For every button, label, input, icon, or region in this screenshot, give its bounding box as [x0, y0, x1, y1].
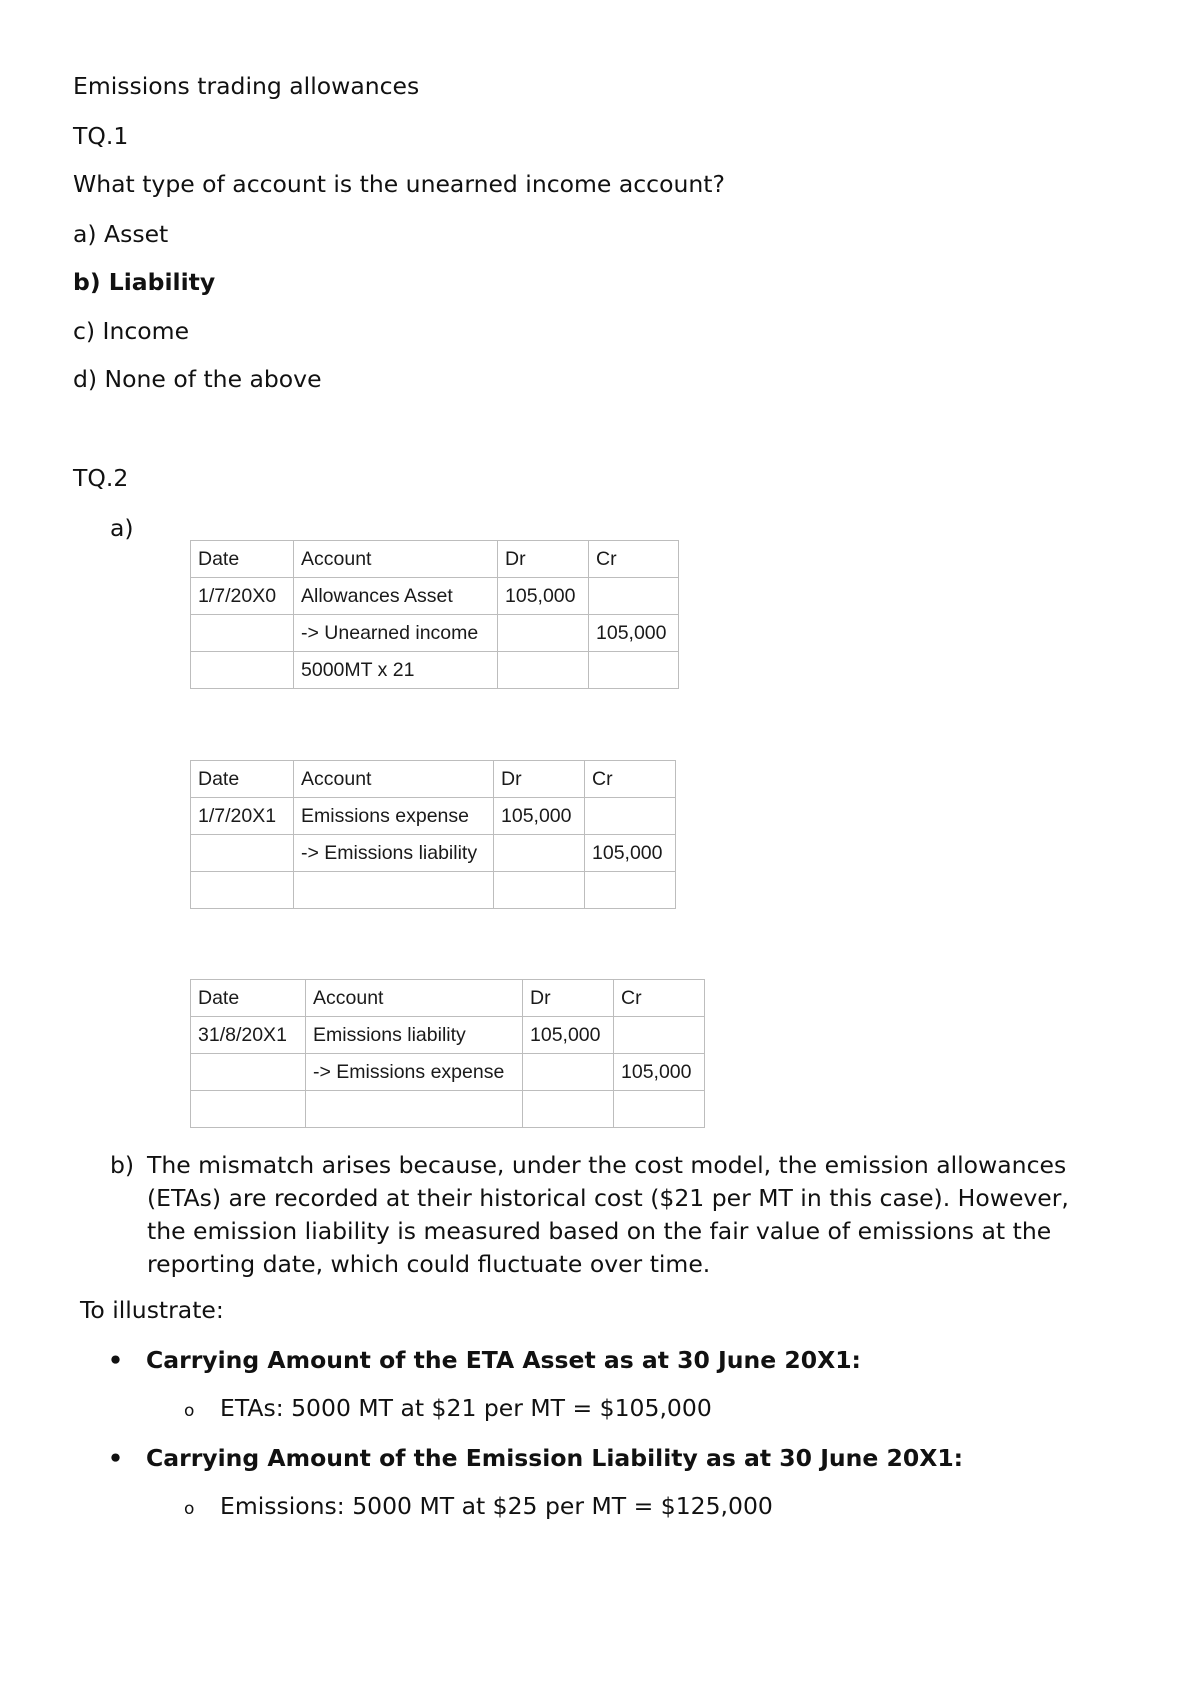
cell-dr — [523, 1054, 614, 1091]
cell-cr — [589, 652, 679, 689]
table-row — [191, 1091, 705, 1128]
cell-account: -> Unearned income — [294, 615, 498, 652]
tq2-label: TQ.2 — [73, 464, 129, 492]
cell-cr: 105,000 — [589, 615, 679, 652]
cell-date: 1/7/20X1 — [191, 798, 294, 835]
cell-cr: 105,000 — [614, 1054, 705, 1091]
cell-cr — [585, 798, 676, 835]
header-account: Account — [294, 761, 494, 798]
table-header-row — [191, 541, 679, 578]
sub-bullet-item — [184, 1393, 712, 1423]
cell-account: Emissions expense — [294, 798, 494, 835]
page-title: Emissions trading allowances — [73, 72, 420, 100]
header-date: Date — [191, 541, 294, 578]
cell-account: -> Emissions expense — [306, 1054, 523, 1091]
bullet-icon: • — [108, 1346, 124, 1374]
bullet-item — [108, 1345, 861, 1375]
journal-entry-table-3 — [190, 979, 705, 1128]
cell-account — [294, 872, 494, 909]
cell-date — [191, 872, 294, 909]
cell-date: 1/7/20X0 — [191, 578, 294, 615]
cell-account: Allowances Asset — [294, 578, 498, 615]
tq1-label: TQ.1 — [73, 122, 129, 150]
table-header-row — [191, 761, 676, 798]
header-date: Date — [191, 980, 306, 1017]
part-b-text: The mismatch arises because, under the cost model, the emission allowances (ETAs) are recorded at their historical cost ($21 per MT in this case). However, the emission liability is measured based on the fair value of emissions at the reporting date, which could fluctuate over time. — [147, 1151, 1069, 1278]
header-cr: Cr — [589, 541, 679, 578]
tq1-option-a: a) Asset — [73, 220, 169, 248]
cell-date — [191, 1091, 306, 1128]
cell-date — [191, 1054, 306, 1091]
tq1-question: What type of account is the unearned income account? — [73, 170, 725, 198]
sub-bullet-item — [184, 1491, 773, 1521]
header-dr: Dr — [494, 761, 585, 798]
cell-account: -> Emissions liability — [294, 835, 494, 872]
journal-entry-table-1 — [190, 540, 679, 689]
table-row — [191, 578, 679, 615]
cell-dr: 105,000 — [498, 578, 589, 615]
tq1-option-c: c) Income — [73, 317, 190, 345]
header-dr: Dr — [498, 541, 589, 578]
table-row — [191, 1017, 705, 1054]
bullet-heading: Carrying Amount of the ETA Asset as at 30 June 20X1: — [146, 1346, 861, 1374]
cell-date — [191, 652, 294, 689]
table-row — [191, 798, 676, 835]
tq1-option-b: b) Liability — [73, 268, 216, 296]
cell-account: 5000MT x 21 — [294, 652, 498, 689]
cell-dr — [494, 835, 585, 872]
sub-bullet-text: Emissions: 5000 MT at $25 per MT = $125,000 — [220, 1492, 773, 1520]
cell-dr: 105,000 — [523, 1017, 614, 1054]
bullet-icon: • — [108, 1444, 124, 1472]
part-b-marker: b) — [110, 1151, 135, 1179]
tq2-part-b — [110, 1149, 1110, 1281]
tq1-option-d: d) None of the above — [73, 365, 322, 393]
illustrate-label: To illustrate: — [80, 1296, 224, 1324]
table-row — [191, 615, 679, 652]
table-row — [191, 652, 679, 689]
cell-dr — [498, 615, 589, 652]
table-header-row — [191, 980, 705, 1017]
cell-cr: 105,000 — [585, 835, 676, 872]
sub-bullet-icon: o — [184, 1499, 195, 1519]
cell-cr — [614, 1017, 705, 1054]
table-row — [191, 835, 676, 872]
cell-cr — [589, 578, 679, 615]
tq2-part-a: a) — [110, 514, 134, 542]
header-account: Account — [294, 541, 498, 578]
sub-bullet-icon: o — [184, 1401, 195, 1421]
cell-cr — [585, 872, 676, 909]
header-cr: Cr — [614, 980, 705, 1017]
sub-bullet-text: ETAs: 5000 MT at $21 per MT = $105,000 — [220, 1394, 712, 1422]
cell-dr: 105,000 — [494, 798, 585, 835]
header-cr: Cr — [585, 761, 676, 798]
header-dr: Dr — [523, 980, 614, 1017]
table-row — [191, 872, 676, 909]
cell-cr — [614, 1091, 705, 1128]
header-date: Date — [191, 761, 294, 798]
header-account: Account — [306, 980, 523, 1017]
cell-account — [306, 1091, 523, 1128]
cell-date — [191, 835, 294, 872]
bullet-item — [108, 1443, 963, 1473]
cell-dr — [523, 1091, 614, 1128]
cell-account: Emissions liability — [306, 1017, 523, 1054]
cell-dr — [498, 652, 589, 689]
bullet-heading: Carrying Amount of the Emission Liability as at 30 June 20X1: — [146, 1444, 964, 1472]
cell-date — [191, 615, 294, 652]
cell-date: 31/8/20X1 — [191, 1017, 306, 1054]
cell-dr — [494, 872, 585, 909]
journal-entry-table-2 — [190, 760, 676, 909]
table-row — [191, 1054, 705, 1091]
